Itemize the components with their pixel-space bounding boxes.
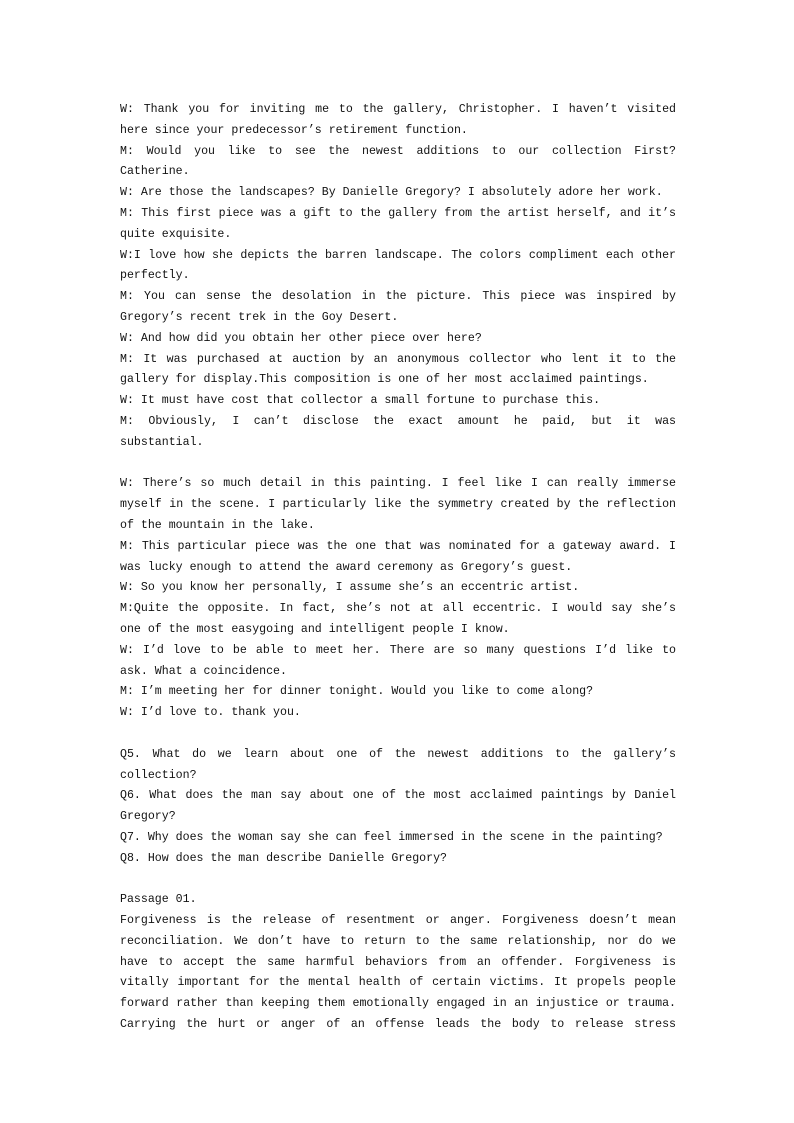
- dialogue-line: W: There’s so much detail in this painting. I feel like I can really immerse myself in the scene. I particularly like the symmetry created by the reflection of the mountain in the lake.: [120, 477, 676, 532]
- questions: [120, 745, 676, 870]
- dialogue-line: M: You can sense the desolation in the picture. This piece was inspired by Gregory’s recent trek in the Goy Desert.: [120, 290, 676, 324]
- dialogue-part-2: [120, 474, 676, 724]
- dialogue-line: M: This particular piece was the one that was nominated for a gateway award. I was lucky enough to attend the award ceremony as Gregory’s guest.: [120, 539, 676, 574]
- dialogue-line: M: Obviously, I can’t disclose the exact amount he paid, but it was substantial.: [120, 414, 676, 449]
- question: Q5. What do we learn about one of the newest additions to the gallery’s collection?: [120, 747, 676, 782]
- question: Q6. What does the man say about one of the most acclaimed paintings by Daniel Gregory?: [120, 789, 676, 824]
- document-page: [120, 100, 676, 1036]
- dialogue-line: M:Quite the opposite. In fact, she’s not at all eccentric. I would say she’s one of the most easygoing and intelligent people I know.: [120, 602, 676, 636]
- blank-line: [120, 869, 676, 890]
- dialogue-line: W: So you know her personally, I assume she’s an eccentric artist.: [120, 581, 580, 595]
- question: Q8. How does the man describe Danielle Gregory?: [120, 851, 447, 865]
- dialogue-part-1: [120, 100, 676, 454]
- passage-title: Passage 01.: [120, 893, 197, 907]
- dialogue-line: M: This first piece was a gift to the gallery from the artist herself, and it’s quite exquisite.: [120, 206, 676, 241]
- dialogue-line: W: It must have cost that collector a small fortune to purchase this.: [120, 394, 601, 408]
- question: Q7. Why does the woman say she can feel immersed in the scene in the painting?: [120, 830, 663, 844]
- dialogue-line: W: Thank you for inviting me to the gallery, Christopher. I haven’t visited here since your predecessor’s retirement function.: [120, 103, 676, 137]
- dialogue-line: M: It was purchased at auction by an anonymous collector who lent it to the gallery for display.This composition is one of her most acclaimed paintings.: [120, 352, 676, 387]
- dialogue-line: M: I’m meeting her for dinner tonight. Would you like to come along?: [120, 685, 594, 699]
- dialogue-line: W: Are those the landscapes? By Danielle Gregory? I absolutely adore her work.: [120, 186, 663, 200]
- dialogue-line: M: Would you like to see the newest additions to our collection First? Catherine.: [120, 144, 676, 179]
- dialogue-line: W:I love how she depicts the barren landscape. The colors compliment each other perfectly.: [120, 248, 676, 283]
- dialogue-line: W: I’d love to. thank you.: [120, 706, 301, 720]
- dialogue-line: W: And how did you obtain her other piece over here?: [120, 331, 482, 345]
- passage-text: Forgiveness is the release of resentment or anger. Forgiveness doesn’t mean reconciliation. We don’t have to return to the same relationship, nor do we have to accept the same harmful behaviors from an offender. Forgiveness is vitally important for the mental health of certain victims. It propels people forward rather than keeping them emotionally engaged in an injustice or trauma. Carrying the hurt or anger of an offense leads the body to release stress: [120, 914, 676, 1032]
- blank-line: [120, 454, 676, 475]
- blank-line: [120, 724, 676, 745]
- dialogue-line: W: I’d love to be able to meet her. There are so many questions I’d like to ask. What a coincidence.: [120, 643, 676, 678]
